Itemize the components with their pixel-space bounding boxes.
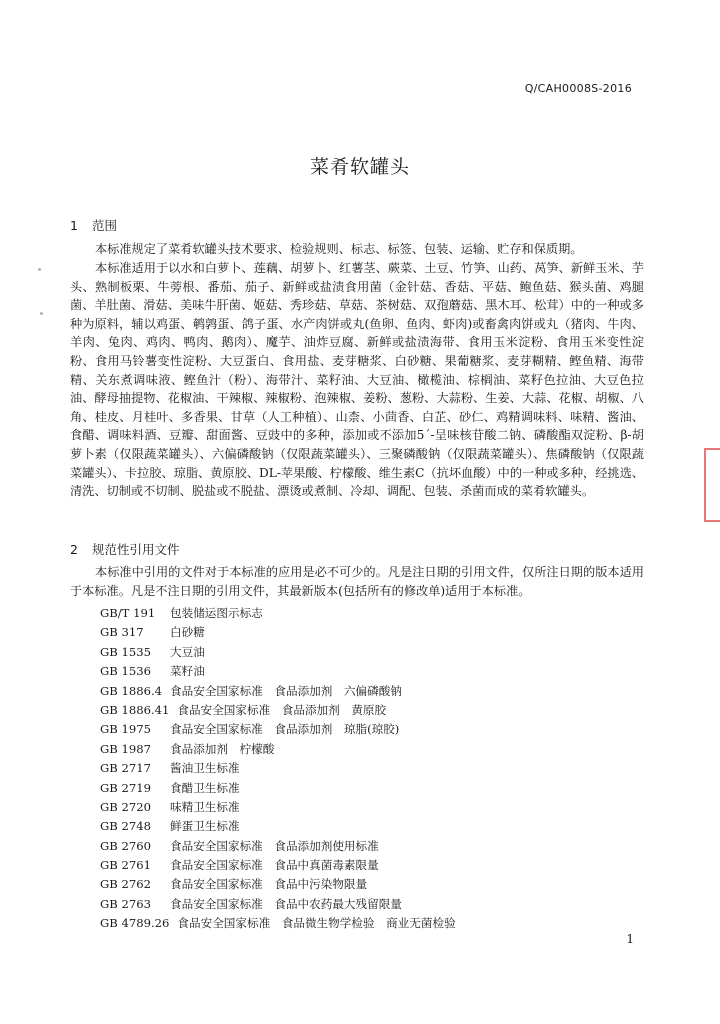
reference-item [100,817,456,836]
reference-code: GB 317 [100,625,144,640]
reference-name: 食品安全国家标准 食品微生物学检验 商业无菌检验 [177,916,456,931]
reference-name: 食品安全国家标准 食品添加剂 黄原胶 [177,702,387,717]
section-title: 规范性引用文件 [92,542,180,557]
reference-list [100,604,456,934]
reference-name: 食品安全国家标准 食品中农药最大残留限量 [170,896,402,911]
reference-name: 鲜蛋卫生标准 [170,819,240,834]
reference-name: 酱油卫生标准 [170,761,240,776]
reference-item [100,914,456,933]
reference-name: 味精卫生标准 [170,799,240,814]
reference-code: GB 2763 [100,896,151,911]
reference-code: GB 1535 [100,644,151,659]
reference-item [100,682,456,701]
reference-code: GB/T 191 [100,606,156,620]
reference-code: GB 1987 [100,741,151,756]
section-number: 2 [70,542,78,557]
section-title: 范围 [92,218,118,233]
reference-item [100,701,456,720]
reference-item [100,875,456,894]
reference-code: GB 1975 [100,722,151,737]
reference-item [100,856,456,875]
reference-item [100,798,456,817]
reference-code: GB 2719 [100,780,151,795]
section-heading-scope [70,216,117,234]
reference-name: 食醋卫生标准 [170,780,240,795]
reference-item [100,837,456,856]
scope-paragraph-2: 本标准适用于以水和白萝卜、莲藕、胡萝卜、红薯茎、蕨菜、土豆、竹笋、山药、莴笋、新鲜玉米、芋头、熟制板栗、牛蒡根、番茄、茄子、新鲜或盐渍食用菌（金针菇、香菇、平菇、鲍鱼菇、猴头菌、鸡腿菌、羊肚菌、滑菇、美味牛肝菌、姬菇、秀珍菇、草菇、茶树菇、双孢蘑菇、黑木耳、松茸）中的一种或多种为原料，辅以鸡蛋、鹌鹑蛋、鸽子蛋、水产肉饼或丸(鱼卵、鱼肉、虾肉)或畜禽肉饼或丸（猪肉、牛肉、羊肉、兔肉、鸡肉、鸭肉、鹅肉）、魔芋、油炸豆腐、新鲜或盐渍海带、食用玉米淀粉、食用玉米变性淀粉、食用马铃薯变性淀粉、大豆蛋白、食用盐、麦芽糖浆、白砂糖、果葡糖浆、麦芽糊精、鲣鱼精、海带精、关东煮调味液、鲣鱼汁（粉）、海带汁、菜籽油、大豆油、橄榄油、棕榈油、菜籽色拉油、大豆色拉油、酵母抽提物、花椒油、干辣椒、辣椒粉、泡辣椒、姜粉、葱粉、大蒜粉、生姜、大蒜、花椒、胡椒、八角、桂皮、月桂叶、多香果、甘草（人工种植）、山柰、小茴香、白芷、砂仁、鸡精调味料、味精、酱油、食醋、调味料酒、豆瓣、甜面酱、豆豉中的多种，添加或不添加5´-呈味核苷酸二钠、磷酸酯双淀粉、β-胡萝卜素（仅限蔬菜罐头）、六偏磷酸钠（仅限蔬菜罐头）、三聚磷酸钠（仅限蔬菜罐头）、焦磷酸钠（仅限蔬菜罐头）、卡拉胶、琼脂、黄原胶、DL-苹果酸、柠檬酸、维生素C（抗坏血酸）中的一种或多种，经挑选、清洗、切制或不切制、脱盐或不脱盐、漂烫或煮制、冷却、调配、包装、杀菌而成的菜肴软罐头。 [70,261,644,499]
standard-code: Q/CAH0008S-2016 [524,82,632,95]
reference-code: GB 1886.4 [100,683,163,698]
references-intro-paragraph: 本标准中引用的文件对于本标准的应用是必不可少的。凡是注日期的引用文件，仅所注日期的版本适用于本标准。凡是不注日期的引用文件，其最新版本(包括所有的修改单)适用于本标准。 [70,565,644,598]
reference-item [100,779,456,798]
reference-item [100,662,456,681]
reference-item [100,604,456,623]
reference-code: GB 2748 [100,819,151,834]
reference-code: GB 1536 [100,664,151,679]
reference-name: 食品安全国家标准 食品中污染物限量 [170,877,368,892]
reference-code: GB 4789.26 [100,916,170,931]
section-number: 1 [70,218,78,233]
reference-name: 包装储运图示标志 [170,606,263,620]
reference-code: GB 2717 [100,761,151,776]
reference-name: 食品安全国家标准 食品添加剂使用标准 [170,838,379,853]
reference-code: GB 2762 [100,877,151,892]
reference-name: 食品安全国家标准 食品添加剂 琼脂(琼胶) [170,722,400,737]
reference-code: GB 2720 [100,799,151,814]
document-title: 菜肴软罐头 [309,156,410,178]
reference-code: GB 2760 [100,838,151,853]
reference-item [100,740,456,759]
reference-name: 大豆油 [170,644,205,659]
scan-speck [38,268,41,271]
reference-name: 食品安全国家标准 食品添加剂 六偏磷酸钠 [170,683,402,698]
scope-paragraph-1: 本标准规定了菜肴软罐头技术要求、检验规则、标志、标签、包装、运输、贮存和保质期。 [95,242,583,256]
reference-name: 白砂糖 [170,625,205,640]
scan-speck [40,312,43,315]
seal-stamp-edge [704,448,720,522]
reference-name: 食品添加剂 柠檬酸 [170,741,275,756]
page-number: 1 [626,932,634,946]
reference-item [100,895,456,914]
reference-name: 食品安全国家标准 食品中真菌毒素限量 [170,858,379,873]
reference-name: 菜籽油 [170,664,205,679]
reference-item [100,623,456,642]
reference-item [100,643,456,662]
reference-code: GB 2761 [100,858,151,873]
reference-item [100,720,456,739]
reference-code: GB 1886.41 [100,702,170,717]
reference-item [100,759,456,778]
section-heading-references [70,540,180,558]
